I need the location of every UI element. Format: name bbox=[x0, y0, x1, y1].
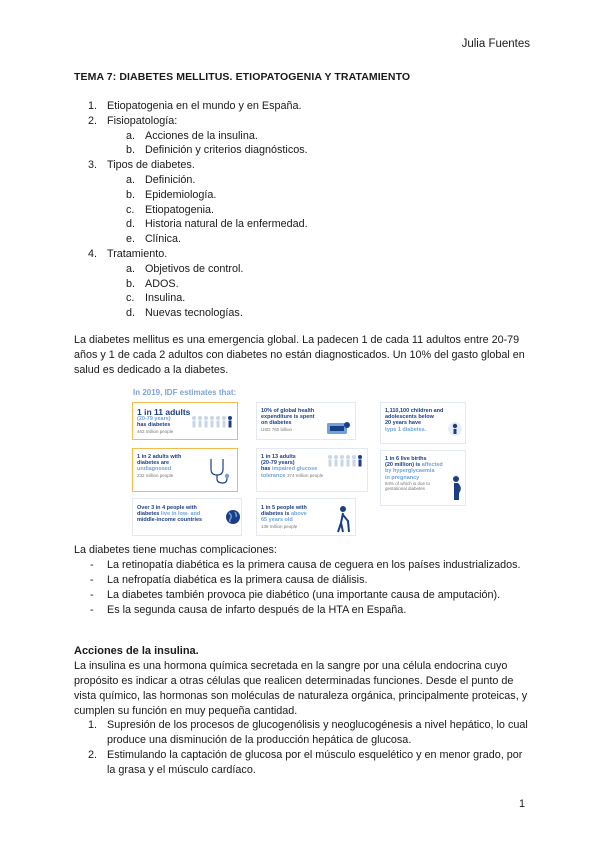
page-number: 1 bbox=[518, 798, 525, 810]
stat-line: on diabetes bbox=[261, 420, 292, 427]
people-icon bbox=[191, 415, 235, 435]
intro-paragraph: La diabetes mellitus es una emergencia global. La padecen 1 de cada 11 adultos entre 20-79 años y 1 de cada 2 adultos con diabetes no están diagnosticados. Un 10% del gasto global en salud es dedicado a la diabetes. bbox=[74, 334, 525, 376]
pregnant-woman-icon bbox=[449, 475, 465, 501]
insulin-paragraph: La insulina es una hormona química secretada en la sangre por una célula endocrina cuyo propósito es indicar a otras células que realicen determinadas funciones. Desde el punto de vista químico, las hormonas son moléculas de naturaleza orgánica, principalmente proteicas, y cumplen su función en muy pequeña cantidad. bbox=[74, 660, 528, 717]
stat-card-elderly bbox=[256, 498, 356, 536]
complications-intro: La diabetes tiene muchas complicaciones: bbox=[74, 544, 277, 556]
stat-line: (20 million) is bbox=[385, 462, 421, 469]
toc-subtext: Etiopatogenia. bbox=[145, 203, 215, 216]
stat-note: 84% of which is due to bbox=[385, 480, 431, 486]
section-heading: Acciones de la insulina. bbox=[74, 645, 199, 657]
stat-card-undiagnosed bbox=[132, 448, 238, 492]
stat-line: diabetes bbox=[137, 511, 160, 518]
toc-subnumber: e. bbox=[126, 233, 136, 246]
stat-line: adolescents below bbox=[385, 414, 434, 421]
idf-infographic bbox=[130, 386, 466, 543]
list-item-text: Supresión de los procesos de glucogenólisis y neoglucogénesis a nivel hepático, lo cual produce una disminución de la producción hepática de glucosa. bbox=[107, 719, 528, 746]
stat-line: 10% of global health bbox=[261, 408, 315, 414]
toc-subnumber: a. bbox=[126, 129, 136, 142]
list-item-text: Es la segunda causa de infarto después de la HTA en España. bbox=[107, 604, 407, 616]
list-number: 2. bbox=[88, 749, 98, 761]
toc-subtext: Definición y criterios diagnósticos. bbox=[145, 144, 308, 157]
toc-subnumber: c. bbox=[126, 203, 135, 216]
stat-card-type1 bbox=[380, 402, 466, 444]
toc-subnumber: a. bbox=[126, 173, 136, 186]
stat-line: Over 3 in 4 people with bbox=[137, 505, 197, 511]
stat-line: diabetes are bbox=[137, 460, 170, 467]
people-icon bbox=[327, 454, 367, 468]
author-name: Julia Fuentes bbox=[461, 38, 530, 50]
stat-line: (20-79 years) bbox=[261, 460, 295, 467]
stat-highlight: above bbox=[290, 511, 307, 518]
toc-number: 1. bbox=[88, 100, 98, 112]
stat-note: 463 million people bbox=[137, 428, 174, 434]
stat-card-pregnancy bbox=[380, 450, 466, 506]
stat-line: 1,110,100 children and bbox=[385, 408, 444, 414]
stat-line: undiagnosed bbox=[137, 466, 172, 473]
list-item-text: La diabetes también provoca pie diabético (una importante causa de amputación). bbox=[107, 589, 501, 601]
stat-line: middle-income countries bbox=[137, 517, 203, 524]
list-item: - Es la segunda causa de infarto después de la HTA en España. bbox=[90, 604, 407, 616]
stat-line: expenditure is spent bbox=[261, 414, 315, 421]
toc-subnumber: b. bbox=[126, 277, 136, 290]
list-item-text: Estimulando la captación de glucosa por el músculo esquelético y en menor grado, por la grasa y el músculo cardíaco. bbox=[107, 749, 523, 776]
toc-subnumber: d. bbox=[126, 307, 136, 320]
toc-subnumber: b. bbox=[126, 188, 136, 201]
stat-card-prevalence bbox=[132, 402, 238, 440]
stat-card-impaired-glucose bbox=[256, 448, 368, 492]
infographic-heading: In 2019, IDF estimates that: bbox=[133, 388, 237, 397]
toc-subtext: Insulina. bbox=[145, 292, 186, 305]
toc-subtext: Epidemiología. bbox=[145, 188, 217, 201]
stat-line: 1 in 5 people with bbox=[261, 505, 307, 511]
elderly-person-icon bbox=[335, 505, 353, 533]
globe-icon bbox=[225, 509, 241, 525]
stat-highlight: by hyperglycaemia bbox=[385, 468, 435, 475]
stat-card-income bbox=[132, 498, 242, 536]
toc-subtext: Nuevas tecnologías. bbox=[145, 307, 243, 320]
insulin-actions-list bbox=[88, 718, 528, 778]
stat-line: (20-79 years) bbox=[137, 416, 171, 423]
stat-line: has diabetes bbox=[137, 422, 171, 429]
stat-highlight: tolerance bbox=[261, 472, 286, 479]
stat-headline: 1 in 11 adults bbox=[137, 407, 191, 417]
stat-note: 136 million people bbox=[261, 523, 298, 529]
stat-highlight: in pregnancy bbox=[385, 474, 420, 481]
toc-subnumber: d. bbox=[126, 218, 136, 231]
toc-text: Tratamiento. bbox=[107, 247, 168, 260]
toc-subtext: Clínica. bbox=[145, 233, 182, 246]
list-item bbox=[88, 718, 528, 748]
list-item: - La diabetes también provoca pie diabético (una importante causa de amputación). bbox=[90, 589, 501, 601]
stat-note: 374 million people bbox=[287, 472, 324, 478]
document-title: TEMA 7: DIABETES MELLITUS. ETIOPATOGENIA Y TRATAMIENTO bbox=[74, 71, 411, 83]
list-item-text: La nefropatía diabética es la primera causa de diálisis. bbox=[107, 574, 368, 586]
stat-line: 1 in 13 adults bbox=[261, 454, 296, 460]
toc-subnumber: c. bbox=[126, 292, 135, 305]
stat-highlight: affected bbox=[421, 462, 443, 469]
stat-highlight: impaired glucose bbox=[272, 466, 318, 473]
list-number: 1. bbox=[88, 719, 98, 731]
stat-line: 1 in 2 adults with bbox=[137, 454, 182, 460]
complications-list bbox=[90, 558, 530, 618]
toc-subtext: ADOS. bbox=[145, 277, 179, 290]
stat-highlight: live in low- and bbox=[160, 511, 201, 518]
list-item-text: La retinopatía diabética es la primera causa de ceguera en los países industrializados. bbox=[107, 559, 521, 571]
toc-subtext: Historia natural de la enfermedad. bbox=[145, 218, 308, 231]
stat-note: 232 million people bbox=[137, 472, 174, 478]
stat-highlight: type 1 diabetes. bbox=[385, 426, 427, 433]
toc-subnumber: b. bbox=[126, 144, 136, 157]
toc-number: 2. bbox=[88, 114, 98, 127]
list-item: - La retinopatía diabética es la primera causa de ceguera en los países industrializados. bbox=[90, 559, 521, 571]
list-item: - La nefropatía diabética es la primera causa de diálisis. bbox=[90, 574, 368, 586]
money-icon bbox=[325, 420, 351, 436]
toc-subtext: Definición. bbox=[145, 173, 196, 186]
toc-text: Tipos de diabetes. bbox=[107, 159, 195, 172]
toc-subtext: Acciones de la insulina. bbox=[145, 129, 258, 142]
toc-text: Etiopatogenia en el mundo y en España. bbox=[107, 100, 302, 112]
stat-line: diabetes is bbox=[261, 511, 290, 518]
toc-text: Fisiopatología: bbox=[107, 114, 178, 127]
toc-number: 3. bbox=[88, 159, 98, 172]
stat-line: 1 in 6 live births bbox=[385, 456, 427, 462]
stat-card-expenditure bbox=[256, 402, 356, 440]
child-icon bbox=[447, 421, 463, 437]
stat-note: gestational diabetes bbox=[385, 485, 426, 491]
stethoscope-icon bbox=[207, 457, 233, 485]
stat-note: USD 760 billion bbox=[261, 426, 293, 432]
toc-subnumber: a. bbox=[126, 262, 136, 275]
stat-line: has bbox=[261, 466, 271, 473]
list-item bbox=[88, 748, 528, 778]
stat-highlight: 65 years old bbox=[261, 517, 293, 524]
toc-number: 4. bbox=[88, 247, 98, 260]
stat-line: 20 years have bbox=[385, 420, 422, 427]
toc-subtext: Objetivos de control. bbox=[145, 262, 244, 275]
